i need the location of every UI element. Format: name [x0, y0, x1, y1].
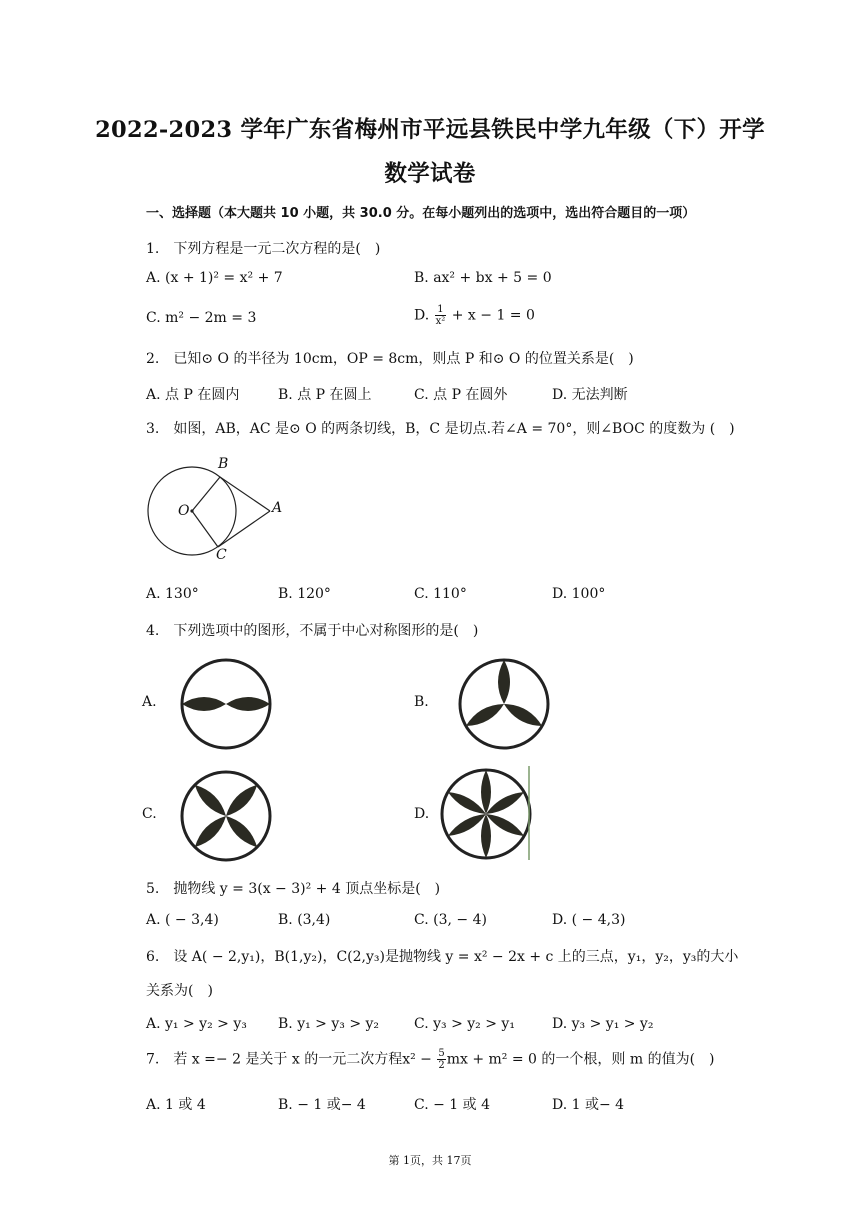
- q3-label-o: O: [178, 503, 190, 519]
- q1-option-c: C. m² − 2m = 3: [146, 310, 257, 326]
- q4-option-a: A.: [142, 694, 157, 710]
- q1-frac-den: x²: [435, 316, 446, 327]
- q1-option-d-fraction: [435, 304, 447, 327]
- q3-option-a: A. 130°: [146, 586, 199, 602]
- q4-option-c: C.: [142, 806, 157, 822]
- q4-figure-d: [440, 766, 536, 862]
- q2-option-d: D. 无法判断: [552, 387, 628, 403]
- q7-fraction: [437, 1048, 445, 1071]
- q7-option-a: A. 1 或 4: [146, 1097, 206, 1113]
- q5-option-c: C. (3, − 4): [414, 912, 487, 928]
- q7-frac-den: 2: [438, 1060, 445, 1071]
- q4-stem: 4. 下列选项中的图形，不属于中心对称图形的是( ): [146, 623, 479, 639]
- q3-option-d: D. 100°: [552, 586, 606, 602]
- q5-option-b: B. (3,4): [278, 912, 331, 928]
- q3-label-a: A: [272, 500, 283, 516]
- q1-option-d: [414, 304, 535, 327]
- q1-frac-num: 1: [435, 304, 447, 316]
- q5-option-a: A. ( − 3,4): [146, 912, 219, 928]
- q6-option-a: A. y₁ > y₂ > y₃: [146, 1016, 247, 1032]
- q7-option-b: B. − 1 或− 4: [278, 1097, 366, 1113]
- q4-option-d: D.: [414, 806, 430, 822]
- q3-option-c: C. 110°: [414, 586, 467, 602]
- q6-stem-line1: 6. 设 A( − 2,y₁)，B(1,y₂)，C(2,y₃)是抛物线 y = x² − 2x + c 上的三点，y₁，y₂，y₃的大小: [146, 949, 739, 965]
- q4-figure-c: [178, 768, 274, 864]
- q2-option-b: B. 点 P 在圆上: [278, 387, 372, 403]
- section-header: 一、选择题（本大题共 10 小题，共 30.0 分。在每小题列出的选项中，选出符合题目的一项）: [146, 206, 696, 221]
- q5-stem: 5. 抛物线 y = 3(x − 3)² + 4 顶点坐标是( ): [146, 881, 441, 897]
- q7-stem-suffix: mx + m² = 0 的一个根，则 m 的值为( ): [446, 1051, 715, 1068]
- q5-option-d: D. ( − 4,3): [552, 912, 626, 928]
- q6-option-d: D. y₃ > y₁ > y₂: [552, 1016, 654, 1032]
- q6-stem-line2: 关系为( ): [146, 983, 213, 999]
- q1-option-a: A. (x + 1)² = x² + 7: [146, 270, 283, 286]
- q1-option-d-suffix: + x − 1 = 0: [447, 307, 535, 324]
- q7-option-d: D. 1 或− 4: [552, 1097, 625, 1113]
- q3-label-c: C: [216, 547, 227, 563]
- q2-option-a: A. 点 P 在圆内: [146, 387, 240, 403]
- q7-option-c: C. − 1 或 4: [414, 1097, 491, 1113]
- q4-figure-a: [178, 656, 274, 752]
- q2-option-c: C. 点 P 在圆外: [414, 387, 508, 403]
- page-title-line1: 2022-2023 学年广东省梅州市平远县铁民中学九年级（下）开学: [95, 117, 765, 143]
- q1-option-b: B. ax² + bx + 5 = 0: [414, 270, 552, 286]
- page-title-line2: 数学试卷: [384, 161, 476, 187]
- q3-stem: 3. 如图，AB，AC 是⊙ O 的两条切线，B，C 是切点.若∠A = 70°，则∠BOC 的度数为 ( ): [146, 421, 735, 437]
- q6-option-b: B. y₁ > y₃ > y₂: [278, 1016, 380, 1032]
- q4-option-b: B.: [414, 694, 429, 710]
- q7-frac-num: 5: [438, 1048, 445, 1059]
- page-footer: 第 1页，共 17页: [388, 1154, 472, 1167]
- q7-stem-prefix: 7. 若 x =− 2 是关于 x 的一元二次方程x² −: [146, 1051, 437, 1068]
- q3-label-b: B: [218, 456, 229, 472]
- q7-stem: [146, 1048, 715, 1071]
- q6-option-c: C. y₃ > y₂ > y₁: [414, 1016, 515, 1032]
- q2-stem: 2. 已知⊙ O 的半径为 10cm，OP = 8cm，则点 P 和⊙ O 的位置关系是( ): [146, 351, 634, 367]
- q1-stem: 1. 下列方程是一元二次方程的是( ): [146, 241, 381, 257]
- q3-option-b: B. 120°: [278, 586, 331, 602]
- q4-figure-b: [456, 656, 552, 752]
- q1-option-d-prefix: D.: [414, 307, 434, 324]
